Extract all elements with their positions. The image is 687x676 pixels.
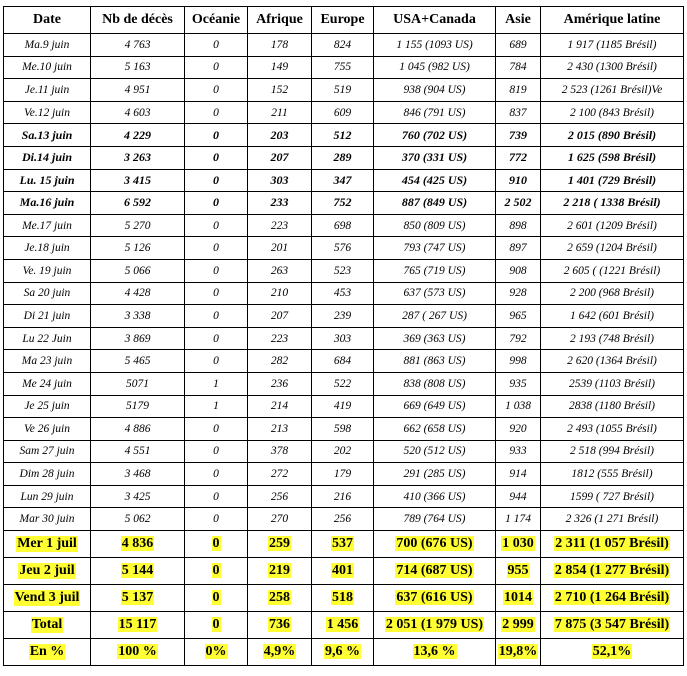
row-date-cell: Me 24 juin — [4, 372, 91, 395]
table-cell: 0 — [185, 508, 248, 531]
table-cell: 792 — [496, 327, 541, 350]
table-cell: 419 — [312, 395, 374, 418]
table-cell: 3 425 — [91, 485, 185, 508]
row-date-cell: Ma.16 juin — [4, 192, 91, 215]
table-row — [4, 56, 684, 79]
table-cell: 0 — [185, 34, 248, 57]
table-cell: 303 — [248, 169, 312, 192]
table-cell: 213 — [248, 418, 312, 441]
table-cell: 207 — [248, 305, 312, 328]
table-cell — [496, 558, 541, 585]
row-date-cell: Ve 26 juin — [4, 418, 91, 441]
table-cell: 4 763 — [91, 34, 185, 57]
table-cell: 2 601 (1209 Brésil) — [541, 214, 684, 237]
table-cell — [248, 558, 312, 585]
highlighted-value: 13,6 % — [413, 644, 456, 660]
table-cell — [185, 639, 248, 666]
table-cell: 2 015 (890 Brésil) — [541, 124, 684, 147]
table-cell: 1 401 (729 Brésil) — [541, 169, 684, 192]
table-cell — [312, 639, 374, 666]
header-row — [4, 7, 684, 34]
table-cell: 263 — [248, 259, 312, 282]
table-cell — [312, 531, 374, 558]
table-cell: 5 066 — [91, 259, 185, 282]
table-cell: 453 — [312, 282, 374, 305]
table-row — [4, 259, 684, 282]
table-cell — [185, 585, 248, 612]
table-cell: 0 — [185, 485, 248, 508]
row-date-cell: Sa.13 juin — [4, 124, 91, 147]
table-cell: 6 592 — [91, 192, 185, 215]
highlighted-value: 100 % — [118, 644, 157, 660]
table-cell: 0 — [185, 192, 248, 215]
table-cell: 523 — [312, 259, 374, 282]
table-cell: 272 — [248, 463, 312, 486]
table-cell: 522 — [312, 372, 374, 395]
table-cell: 410 (366 US) — [374, 485, 496, 508]
table-cell: 2 430 (1300 Brésil) — [541, 56, 684, 79]
table-cell: 1 155 (1093 US) — [374, 34, 496, 57]
table-cell: 662 (658 US) — [374, 418, 496, 441]
table-cell: 370 (331 US) — [374, 146, 496, 169]
table-cell: 201 — [248, 237, 312, 260]
table-cell: 838 (808 US) — [374, 372, 496, 395]
table-cell: 0 — [185, 259, 248, 282]
table-cell: 282 — [248, 350, 312, 373]
table-cell: 5 465 — [91, 350, 185, 373]
table-cell: 378 — [248, 440, 312, 463]
column-header: USA+Canada — [374, 7, 496, 34]
table-row — [4, 305, 684, 328]
row-date-cell: Lu 22 Juin — [4, 327, 91, 350]
table-cell: 1 625 (598 Brésil) — [541, 146, 684, 169]
table-cell: 637 (573 US) — [374, 282, 496, 305]
table-cell: 216 — [312, 485, 374, 508]
table-row — [4, 101, 684, 124]
row-date-cell: Lu. 15 juin — [4, 169, 91, 192]
table-cell — [248, 531, 312, 558]
table-cell — [541, 558, 684, 585]
table-cell: 2 523 (1261 Brésil)Ve — [541, 79, 684, 102]
table-cell — [496, 531, 541, 558]
table-cell: 233 — [248, 192, 312, 215]
table-cell: 4 951 — [91, 79, 185, 102]
table-cell: 5 270 — [91, 214, 185, 237]
table-cell: 0 — [185, 305, 248, 328]
highlighted-value: 258 — [269, 590, 290, 606]
row-date-cell: Ve. 19 juin — [4, 259, 91, 282]
table-cell: 5179 — [91, 395, 185, 418]
table-cell: 520 (512 US) — [374, 440, 496, 463]
table-row — [4, 34, 684, 57]
table-cell: 698 — [312, 214, 374, 237]
highlighted-value: 2 999 — [502, 617, 534, 633]
highlighted-value: 5 137 — [121, 590, 154, 606]
highlighted-value: 9,6 % — [325, 644, 360, 660]
row-date-cell: Ma 23 juin — [4, 350, 91, 373]
table-cell — [374, 585, 496, 612]
row-date-cell: Me.17 juin — [4, 214, 91, 237]
table-cell: 0 — [185, 146, 248, 169]
table-cell: 270 — [248, 508, 312, 531]
table-cell: 887 (849 US) — [374, 192, 496, 215]
table-cell: 920 — [496, 418, 541, 441]
table-cell — [248, 585, 312, 612]
table-cell: 214 — [248, 395, 312, 418]
table-cell: 772 — [496, 146, 541, 169]
column-header: Asie — [496, 7, 541, 34]
table-cell: 837 — [496, 101, 541, 124]
row-date-cell: Je.18 juin — [4, 237, 91, 260]
highlighted-value: 0 — [212, 563, 220, 579]
highlighted-value: 537 — [332, 536, 353, 552]
table-cell — [541, 639, 684, 666]
table-cell: 669 (649 US) — [374, 395, 496, 418]
table-cell — [91, 639, 185, 666]
table-cell: 609 — [312, 101, 374, 124]
table-row — [4, 585, 684, 612]
table-cell: 152 — [248, 79, 312, 102]
highlighted-value: 518 — [332, 590, 353, 606]
table-cell: 2 605 ( (1221 Brésil) — [541, 259, 684, 282]
table-row — [4, 639, 684, 666]
table-cell: 207 — [248, 146, 312, 169]
table-cell — [541, 531, 684, 558]
table-cell: 303 — [312, 327, 374, 350]
table-cell: 1 — [185, 395, 248, 418]
table-cell: 3 869 — [91, 327, 185, 350]
table-cell: 0 — [185, 327, 248, 350]
table-cell: 824 — [312, 34, 374, 57]
table-cell: 0 — [185, 56, 248, 79]
highlighted-value: 219 — [269, 563, 290, 579]
highlighted-value: 5 144 — [121, 563, 154, 579]
row-date-cell: Sa 20 juin — [4, 282, 91, 305]
table-cell: 210 — [248, 282, 312, 305]
table-row — [4, 463, 684, 486]
table-cell: 576 — [312, 237, 374, 260]
table-cell — [185, 531, 248, 558]
table-cell: 202 — [312, 440, 374, 463]
highlighted-value: 637 (616 US) — [396, 590, 473, 606]
table-cell: 3 415 — [91, 169, 185, 192]
highlighted-value: En % — [29, 644, 65, 660]
highlighted-value: 2 051 (1 979 US) — [385, 617, 484, 633]
table-row — [4, 327, 684, 350]
table-cell: 2 200 (968 Brésil) — [541, 282, 684, 305]
highlighted-value: 4,9% — [263, 644, 296, 660]
table-cell: 819 — [496, 79, 541, 102]
row-date-cell: Lun 29 juin — [4, 485, 91, 508]
table-cell: 239 — [312, 305, 374, 328]
table-cell: 684 — [312, 350, 374, 373]
table-cell: 0 — [185, 282, 248, 305]
table-cell: 1 045 (982 US) — [374, 56, 496, 79]
table-cell: 0 — [185, 169, 248, 192]
table-cell: 928 — [496, 282, 541, 305]
table-cell: 850 (809 US) — [374, 214, 496, 237]
row-date-cell: Sam 27 juin — [4, 440, 91, 463]
table-cell: 914 — [496, 463, 541, 486]
table-cell: 0 — [185, 237, 248, 260]
table-cell — [91, 558, 185, 585]
row-date-cell: Me.10 juin — [4, 56, 91, 79]
highlighted-value: Jeu 2 juil — [19, 563, 75, 579]
table-cell: 752 — [312, 192, 374, 215]
table-cell: 178 — [248, 34, 312, 57]
table-cell: 289 — [312, 146, 374, 169]
highlighted-value: 52,1% — [592, 644, 632, 660]
table-cell: 3 263 — [91, 146, 185, 169]
table-cell: 5 062 — [91, 508, 185, 531]
highlighted-value: 714 (687 US) — [396, 563, 473, 579]
table-cell: 347 — [312, 169, 374, 192]
table-cell: 881 (863 US) — [374, 350, 496, 373]
row-date-cell: Je.11 juin — [4, 79, 91, 102]
highlighted-value: 955 — [507, 563, 529, 579]
table-cell — [248, 612, 312, 639]
table-cell — [312, 612, 374, 639]
highlighted-value: 0 — [212, 536, 220, 552]
table-cell: 933 — [496, 440, 541, 463]
highlighted-value: 0 — [212, 590, 220, 606]
highlighted-value: 1014 — [504, 590, 532, 606]
table-cell — [541, 612, 684, 639]
highlighted-value: 7 875 (3 547 Brésil) — [554, 617, 670, 633]
table-cell — [91, 585, 185, 612]
table-cell: 287 ( 267 US) — [374, 305, 496, 328]
table-cell: 846 (791 US) — [374, 101, 496, 124]
table-body — [4, 34, 684, 666]
table-cell: 2 193 (748 Brésil) — [541, 327, 684, 350]
table-row — [4, 169, 684, 192]
row-date-cell: Mar 30 juin — [4, 508, 91, 531]
table-cell: 965 — [496, 305, 541, 328]
table-cell: 0 — [185, 418, 248, 441]
table-cell — [541, 585, 684, 612]
row-date-cell: Di.14 juin — [4, 146, 91, 169]
highlighted-value: 1 030 — [502, 536, 534, 552]
table-cell: 784 — [496, 56, 541, 79]
row-date-cell — [4, 531, 91, 558]
table-cell: 2 100 (843 Brésil) — [541, 101, 684, 124]
table-cell: 1 — [185, 372, 248, 395]
table-cell: 256 — [248, 485, 312, 508]
table-cell: 4 886 — [91, 418, 185, 441]
table-cell: 898 — [496, 214, 541, 237]
table-cell: 789 (764 US) — [374, 508, 496, 531]
highlighted-value: 401 — [332, 563, 353, 579]
table-cell: 910 — [496, 169, 541, 192]
table-cell: 0 — [185, 101, 248, 124]
table-row — [4, 124, 684, 147]
table-cell: 598 — [312, 418, 374, 441]
highlighted-value: 15 117 — [118, 617, 157, 633]
table-cell: 2 326 (1 271 Brésil) — [541, 508, 684, 531]
table-cell: 0 — [185, 463, 248, 486]
table-cell: 223 — [248, 214, 312, 237]
table-row — [4, 440, 684, 463]
table-cell: 2539 (1103 Brésil) — [541, 372, 684, 395]
table-cell — [91, 531, 185, 558]
table-cell: 3 338 — [91, 305, 185, 328]
table-cell: 944 — [496, 485, 541, 508]
table-row — [4, 79, 684, 102]
table-cell: 1812 (555 Brésil) — [541, 463, 684, 486]
highlighted-value: Total — [31, 617, 63, 633]
table-row — [4, 612, 684, 639]
table-cell: 2 502 — [496, 192, 541, 215]
table-cell: 2 620 (1364 Brésil) — [541, 350, 684, 373]
table-cell: 223 — [248, 327, 312, 350]
column-header: Europe — [312, 7, 374, 34]
highlighted-value: 0 — [212, 617, 220, 633]
table-cell: 211 — [248, 101, 312, 124]
table-cell — [374, 531, 496, 558]
highlighted-value: 700 (676 US) — [396, 536, 473, 552]
table-cell: 369 (363 US) — [374, 327, 496, 350]
table-cell — [496, 612, 541, 639]
table-row — [4, 558, 684, 585]
table-cell: 2 218 ( 1338 Brésil) — [541, 192, 684, 215]
table-cell: 3 468 — [91, 463, 185, 486]
table-cell — [185, 558, 248, 585]
column-header: Nb de décès — [91, 7, 185, 34]
table-cell — [374, 639, 496, 666]
table-cell: 519 — [312, 79, 374, 102]
table-cell — [496, 639, 541, 666]
table-row — [4, 282, 684, 305]
table-row — [4, 485, 684, 508]
table-cell — [374, 612, 496, 639]
table-cell: 5 126 — [91, 237, 185, 260]
table-cell: 4 229 — [91, 124, 185, 147]
table-cell: 149 — [248, 56, 312, 79]
table-cell: 203 — [248, 124, 312, 147]
highlighted-value: 2 311 (1 057 Brésil) — [555, 536, 669, 552]
table-cell: 0 — [185, 350, 248, 373]
table-cell: 739 — [496, 124, 541, 147]
highlighted-value: 4 836 — [121, 536, 154, 552]
table-cell: 4 551 — [91, 440, 185, 463]
table-row — [4, 192, 684, 215]
table-row — [4, 214, 684, 237]
table-cell: 0 — [185, 214, 248, 237]
row-date-cell: Di 21 juin — [4, 305, 91, 328]
highlighted-value: 0% — [205, 644, 227, 660]
table-cell: 1 642 (601 Brésil) — [541, 305, 684, 328]
table-cell: 236 — [248, 372, 312, 395]
table-row — [4, 508, 684, 531]
table-cell — [248, 639, 312, 666]
table-row — [4, 237, 684, 260]
row-date-cell — [4, 558, 91, 585]
table-cell: 5 163 — [91, 56, 185, 79]
column-header: Océanie — [185, 7, 248, 34]
highlighted-value: 2 710 (1 264 Brésil) — [554, 590, 670, 606]
table-cell: 793 (747 US) — [374, 237, 496, 260]
table-cell: 689 — [496, 34, 541, 57]
table-cell — [91, 612, 185, 639]
row-date-cell: Dim 28 juin — [4, 463, 91, 486]
table-cell: 2 518 (994 Brésil) — [541, 440, 684, 463]
highlighted-value: 19,8% — [498, 644, 538, 660]
table-cell: 2838 (1180 Brésil) — [541, 395, 684, 418]
table-cell: 0 — [185, 440, 248, 463]
table-cell — [496, 585, 541, 612]
row-date-cell: Je 25 juin — [4, 395, 91, 418]
highlighted-value: 259 — [269, 536, 290, 552]
table-cell: 256 — [312, 508, 374, 531]
table-cell: 0 — [185, 124, 248, 147]
table-cell: 998 — [496, 350, 541, 373]
table-row — [4, 395, 684, 418]
table-cell: 291 (285 US) — [374, 463, 496, 486]
highlighted-value: Mer 1 juil — [17, 536, 77, 552]
table-cell: 179 — [312, 463, 374, 486]
table-cell: 4 603 — [91, 101, 185, 124]
table-cell: 908 — [496, 259, 541, 282]
table-cell: 760 (702 US) — [374, 124, 496, 147]
table-cell: 2 659 (1204 Brésil) — [541, 237, 684, 260]
table-cell — [312, 585, 374, 612]
table-row — [4, 350, 684, 373]
highlighted-value: Vend 3 juil — [14, 590, 80, 606]
table-cell — [185, 612, 248, 639]
table-cell — [374, 558, 496, 585]
table-cell: 1 038 — [496, 395, 541, 418]
table-row — [4, 146, 684, 169]
table-cell: 512 — [312, 124, 374, 147]
table-cell: 2 493 (1055 Brésil) — [541, 418, 684, 441]
row-date-cell: Ve.12 juin — [4, 101, 91, 124]
table-cell — [312, 558, 374, 585]
column-header: Amérique latine — [541, 7, 684, 34]
table-cell: 897 — [496, 237, 541, 260]
table-row — [4, 531, 684, 558]
highlighted-value: 736 — [269, 617, 290, 633]
table-cell: 935 — [496, 372, 541, 395]
table-cell: 755 — [312, 56, 374, 79]
row-date-cell — [4, 639, 91, 666]
highlighted-value: 1 456 — [326, 617, 359, 633]
table-cell: 1 174 — [496, 508, 541, 531]
table-row — [4, 372, 684, 395]
row-date-cell: Ma.9 juin — [4, 34, 91, 57]
table-cell: 5071 — [91, 372, 185, 395]
highlighted-value: 2 854 (1 277 Brésil) — [554, 563, 670, 579]
table-cell: 1599 ( 727 Brésil) — [541, 485, 684, 508]
table-cell: 4 428 — [91, 282, 185, 305]
table-row — [4, 418, 684, 441]
column-header: Afrique — [248, 7, 312, 34]
table-cell: 0 — [185, 79, 248, 102]
table-cell: 765 (719 US) — [374, 259, 496, 282]
row-date-cell — [4, 612, 91, 639]
table-cell: 938 (904 US) — [374, 79, 496, 102]
deaths-table — [3, 6, 684, 666]
table-cell: 454 (425 US) — [374, 169, 496, 192]
table-cell: 1 917 (1185 Brésil) — [541, 34, 684, 57]
column-header: Date — [4, 7, 91, 34]
row-date-cell — [4, 585, 91, 612]
